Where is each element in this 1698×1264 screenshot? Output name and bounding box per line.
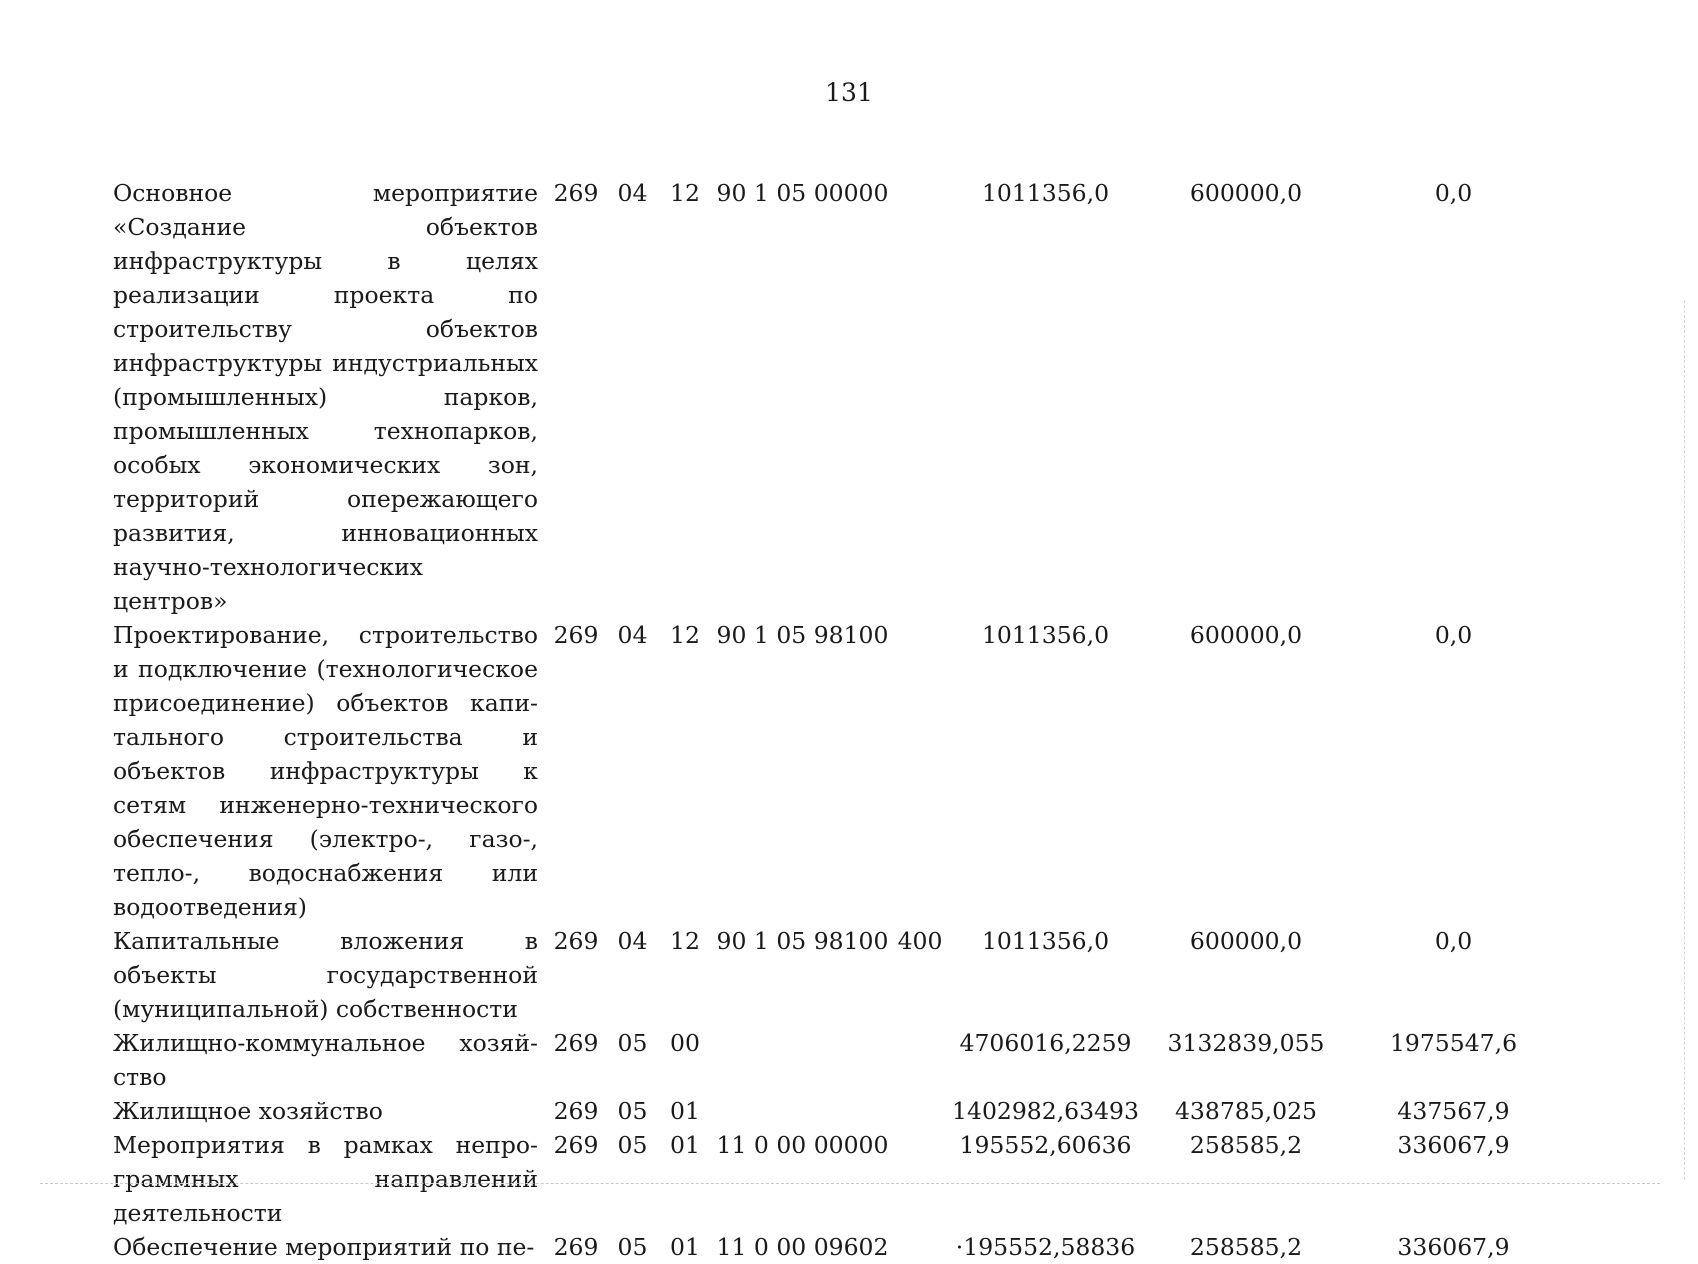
amount-year-2: 258585,2 bbox=[1189, 1233, 1303, 1261]
subsection-code: 12 bbox=[670, 621, 700, 649]
row-name: Основное мероприятие «Создание объектов инфраструктуры в целях реализации проекта по строительству объектов инфраструктуры индустриальных (промышленных) парков, промышленных технопарков, особых экономических зон, территорий опережающего развития, инновационных научно-технологических центров» bbox=[113, 179, 538, 615]
scan-bottom-border bbox=[40, 1183, 1660, 1184]
table-row bbox=[113, 924, 1556, 1026]
amount-year-3: 336067,9 bbox=[1397, 1233, 1510, 1261]
amount-year-3: 0,0 bbox=[1434, 621, 1473, 649]
row-name: Капитальные вложения в объекты государственной (муниципальной) собственности bbox=[113, 927, 538, 1023]
section-code: 05 bbox=[617, 1131, 648, 1159]
amount-year-1: ·195552,58836 bbox=[955, 1233, 1136, 1261]
table-row bbox=[113, 1230, 1556, 1264]
expense-type-code bbox=[890, 1026, 950, 1094]
amount-year-3: 1975547,6 bbox=[1389, 1029, 1518, 1057]
amount-year-1: 1402982,63493 bbox=[952, 1097, 1139, 1125]
amount-year-2: 600000,0 bbox=[1189, 179, 1303, 207]
row-name: Проектирование, строительство и подключение (технологическое присоединение) объектов капитального строительства и объектов инфраструктуры к сетям инженерно-технического обеспечения (электро-, газо-, тепло-, водоснабжения или водоотведения) bbox=[113, 621, 538, 921]
page-number: 131 bbox=[825, 78, 873, 107]
table-row bbox=[113, 1026, 1556, 1094]
section-code: 04 bbox=[617, 179, 648, 207]
admin-code: 269 bbox=[553, 1233, 599, 1261]
admin-code: 269 bbox=[553, 179, 599, 207]
row-name: Жилищное хозяйство bbox=[113, 1097, 383, 1125]
amount-year-2: 258585,2 bbox=[1189, 1131, 1303, 1159]
table-row bbox=[113, 1094, 1556, 1128]
section-code: 04 bbox=[617, 927, 648, 955]
expense-type-code bbox=[890, 1128, 950, 1230]
admin-code: 269 bbox=[553, 927, 599, 955]
admin-code: 269 bbox=[553, 1097, 599, 1125]
admin-code: 269 bbox=[553, 621, 599, 649]
section-code: 05 bbox=[617, 1029, 648, 1057]
scan-right-border bbox=[1684, 300, 1685, 1180]
amount-year-2: 600000,0 bbox=[1189, 927, 1303, 955]
amount-year-3: 336067,9 bbox=[1397, 1131, 1510, 1159]
amount-year-1: 1011356,0 bbox=[981, 927, 1110, 955]
target-article-code: 11 0 00 00000 bbox=[716, 1131, 889, 1159]
table-row bbox=[113, 1128, 1556, 1230]
amount-year-1: 4706016,2259 bbox=[959, 1029, 1132, 1057]
expense-type-code: 400 bbox=[897, 927, 943, 955]
row-name: Обеспечение мероприятий по пе- bbox=[113, 1233, 535, 1261]
expense-type-code bbox=[890, 176, 950, 618]
subsection-code: 01 bbox=[670, 1097, 700, 1125]
subsection-code: 12 bbox=[670, 179, 700, 207]
section-code: 05 bbox=[617, 1233, 648, 1261]
expense-type-code bbox=[890, 1230, 950, 1264]
table-row bbox=[113, 618, 1556, 924]
row-name: Мероприятия в рамках непрограммных направлений деятельности bbox=[113, 1131, 538, 1227]
target-article-code: 11 0 00 09602 bbox=[716, 1233, 889, 1261]
subsection-code: 00 bbox=[670, 1029, 700, 1057]
budget-table bbox=[113, 176, 1556, 1264]
expense-type-code bbox=[890, 1094, 950, 1128]
admin-code: 269 bbox=[553, 1131, 599, 1159]
amount-year-1: 195552,60636 bbox=[959, 1131, 1132, 1159]
subsection-code: 01 bbox=[670, 1131, 700, 1159]
amount-year-3: 0,0 bbox=[1434, 179, 1473, 207]
amount-year-2: 3132839,055 bbox=[1167, 1029, 1325, 1057]
amount-year-2: 600000,0 bbox=[1189, 621, 1303, 649]
amount-year-3: 0,0 bbox=[1434, 927, 1473, 955]
amount-year-1: 1011356,0 bbox=[981, 621, 1110, 649]
section-code: 05 bbox=[617, 1097, 648, 1125]
admin-code: 269 bbox=[553, 1029, 599, 1057]
subsection-code: 01 bbox=[670, 1233, 700, 1261]
subsection-code: 12 bbox=[670, 927, 700, 955]
target-article-code bbox=[715, 1094, 890, 1128]
expense-type-code bbox=[890, 618, 950, 924]
amount-year-1: 1011356,0 bbox=[981, 179, 1110, 207]
target-article-code: 90 1 05 00000 bbox=[716, 179, 889, 207]
amount-year-2: 438785,025 bbox=[1174, 1097, 1318, 1125]
target-article-code: 90 1 05 98100 bbox=[716, 621, 889, 649]
target-article-code: 90 1 05 98100 bbox=[716, 927, 889, 955]
target-article-code bbox=[715, 1026, 890, 1094]
section-code: 04 bbox=[617, 621, 648, 649]
amount-year-3: 437567,9 bbox=[1397, 1097, 1510, 1125]
row-name: Жилищно-коммунальное хозяйство bbox=[113, 1029, 538, 1091]
table-row bbox=[113, 176, 1556, 618]
